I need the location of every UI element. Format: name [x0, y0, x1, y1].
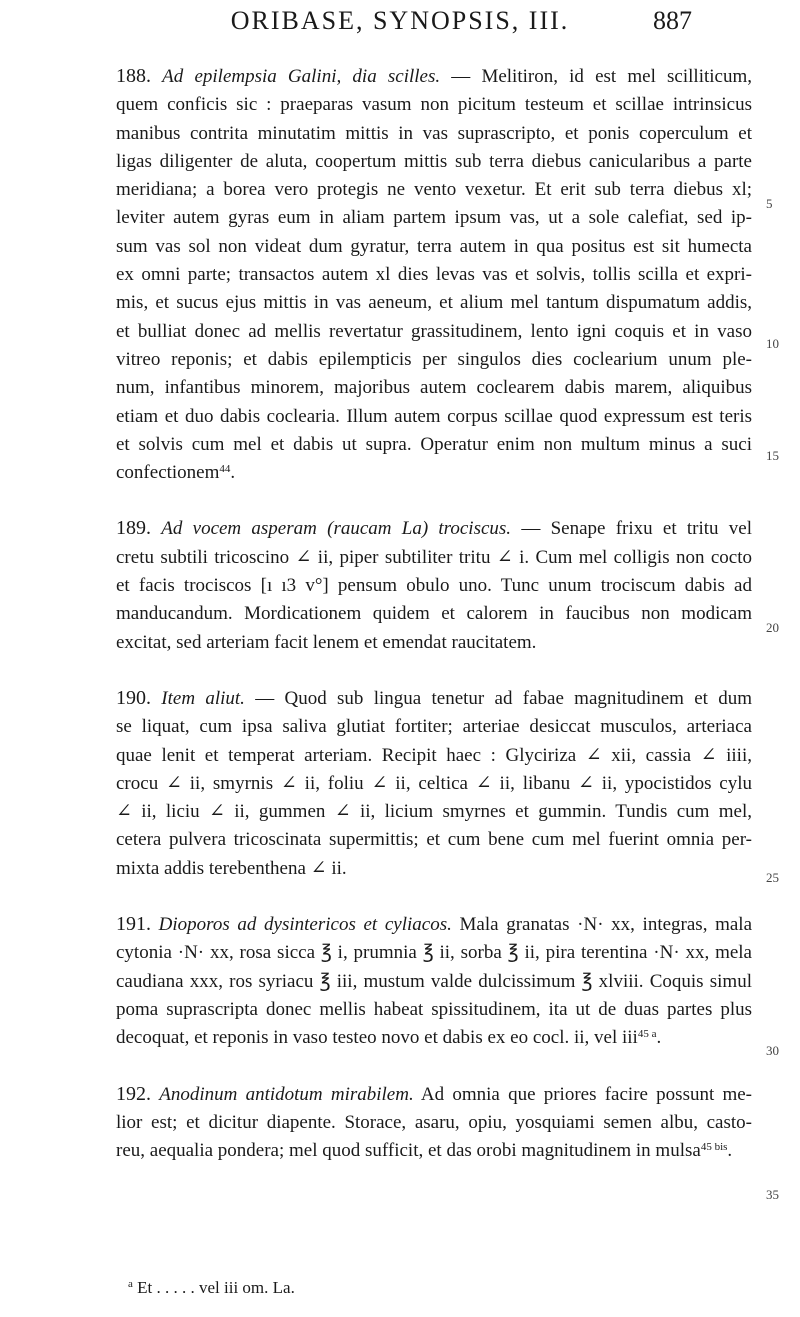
text-line: manibus contrita minutatim mittis in vas suprascripto, et ponis coperculum et [116, 122, 752, 144]
page-number: 887 [653, 6, 692, 35]
paragraph-number: 191. [116, 913, 151, 936]
footnote-ref: 45 a [637, 1028, 657, 1041]
footnote-text: Et . . . . . vel iii om. La. [137, 1278, 295, 1297]
text-line: sum vas sol non videat dum gyratur, terra autem in qua positus est sit humecta [116, 235, 752, 257]
text-line: confectionem [116, 462, 220, 484]
text-line: — Quod sub lingua tenetur ad fabae magnitudinem et dum [255, 687, 753, 709]
text-line: mis, et sucus ejus mittis in vas aeneum, et alium mel tantum dispumatum addis, [116, 292, 752, 314]
text-line: se liquat, cum ipsa saliva glutiat fortiter; arteriae desiccat musculos, arteriaca [116, 716, 752, 738]
paragraph-number: 190. [116, 686, 151, 709]
text-line: quae lenit et temperat arteriam. Recipit haec : Glyciriza ∠ xii, cassia ∠ iiii, [116, 744, 752, 766]
paragraph-189 [116, 514, 752, 656]
footnote [128, 1278, 295, 1298]
text-line: — Senape frixu et tritu vel [521, 518, 753, 540]
paragraph-title: Anodinum antidotum mirabilem. [159, 1083, 414, 1105]
paragraph-191: 191. Dioporos ad dysintericos et cyliacos. Mala granatas ·N· xx, integras, mala cytonia ·N· xx, rosa sicca ℥ i, prumnia ℥ ii, sorba ℥ ii, pira terentina ·N· xx, mela caudiana xxx, ros syriacu ℥ iii, mustum valde dulcissimum ℥ xlviii. Coquis simul poma suprascripta donec mellis habeat spissitudinem, ita ut de duas partes plus decoquat, et reponis in vaso testeo novo et dabis ex eo cocl. ii, vel iii$^{45 a}$. [116, 913, 753, 1049]
text-line: Ad omnia que priores facire possunt me- [420, 1083, 753, 1105]
text-line: ex omni parte; transactos autem xl dies levas vas et solvis, tollis scilla et expri- [116, 264, 752, 286]
footnote-ref: 44 [219, 463, 231, 476]
paragraph-title: Dioporos ad dysintericos et cyliacos. [158, 914, 452, 936]
text-line: et facis trociscos [ı ı3 v°] pensum obulo uno. Tunc unum trociscum dabis ad [116, 575, 752, 597]
text-line: cetera pulvera tricoscinata supermittis; et cum bene cum mel fuerint omnia per- [116, 829, 752, 851]
text-line: lior est; et dicitur diapente. Storace, asaru, opiu, yosquiami semen albu, casto- [116, 1111, 752, 1133]
text-line: poma suprascripta donec mellis habeat spissitudinem, ita ut de duas partes plus [116, 998, 752, 1020]
paragraph-192: 192. Anodinum antidotum mirabilem. Ad omnia que priores facire possunt me- lior est; et dicitur diapente. Storace, asaru, opiu, yosquiami semen albu, casto- reu, aequalia pondera; mel quod sufficit, et das orobi magnitudinem in mulsa$^{45 bis}$. [116, 1082, 753, 1162]
line-number: 20 [766, 620, 779, 635]
text-line: leviter autem gyras eum in aliam partem ipsum vas, ut a sole calefiat, sed ip- [116, 207, 752, 229]
text-line: et solvis cum mel et dabis ut supra. Operatur enim non multum minus a suci [116, 433, 752, 455]
paragraph-title: Ad vocem asperam (raucam La) trociscus. [161, 518, 512, 540]
text-line: crocu ∠ ii, smyrnis ∠ ii, foliu ∠ ii, celtica ∠ ii, libanu ∠ ii, ypocistidos cylu [116, 772, 752, 794]
text-line: decoquat, et reponis in vaso testeo novo et dabis ex eo cocl. ii, vel iii [116, 1027, 638, 1049]
paragraph-number: 188. [116, 65, 151, 87]
text-line: num, infantibus minorem, majoribus autem coclearem dabis marem, aliquibus [116, 377, 752, 399]
line-number: 30 [766, 1043, 779, 1058]
text-line: manducandum. Mordicationem quidem et calorem in faucibus non modicam [116, 603, 752, 625]
paragraph-number: 192. [116, 1082, 151, 1105]
line-number: 35 [766, 1187, 779, 1202]
footnote-marker: a [128, 1278, 133, 1290]
paragraph-190 [116, 684, 752, 883]
text-line: Mala granatas ·N· xx, integras, mala [459, 914, 753, 936]
line-number: 5 [766, 196, 773, 211]
text-line: excitat, sed arteriam facit lenem et emendat raucitatem. [116, 631, 537, 653]
paragraph-title: Item aliut. [161, 687, 245, 709]
text-line: — Melitiron, id est mel scilliticum, [451, 66, 752, 87]
text-line: mixta addis terebenthena ∠ ii. [116, 857, 347, 879]
line-number: 15 [766, 448, 779, 463]
line-number: 10 [766, 336, 779, 351]
text-line: cytonia ·N· xx, rosa sicca ℥ i, prumnia ℥ ii, sorba ℥ ii, pira terentina ·N· xx, mela [116, 942, 752, 964]
text-line: cretu subtili tricoscino ∠ ii, piper subtiliter tritu ∠ i. Cum mel colligis non cocto [116, 546, 752, 568]
line-number: 25 [766, 870, 779, 885]
text-line: meridiana; a borea vero protegis ne vento vexetur. Et erit sub terra diebus xl; [116, 179, 752, 201]
text-line: ligas diligenter de aluta, coopertum mittis sub terra diebus canicularibus a parte [116, 150, 752, 172]
paragraph-188: 188. Ad epilempsia Galini, dia scilles. — Melitiron, id est mel scilliticum, quem conficis sic : praeparas vasum non picitum testeum et scillae intrinsicus manibus contrita minutatim mittis in vas suprascripto, et ponis coperculum et ligas diligenter de aluta, coopertum mittis sub terra diebus canicularibus a parte meridiana; a borea vero protegis ne vento vexetur. Et erit sub terra diebus xl; leviter autem gyras eum in aliam partem ipsum vas, ut a sole calefiat, sed ip- sum vas sol non videat dum gyratur, terra autem in qua positus est sit humecta ex omni parte; transactos autem xl dies levas vas et solvis, tollis scilla et expri- mis, et sucus ejus mittis in vas aeneum, et alium mel tantum dispumatum addis, et bulliat donec ad mellis revertatur grassitudinem, lento igni coquis et in vaso vitreo reponis; et dabis epilempticis per singulos dies coclearium unum ple- num, infantibus minorem, majoribus autem coclearem dabis marem, aliquibus etiam et duo dabis coclearia. Illum autem corpus scillae quod expressum est teris et solvis cum mel et dabis ut supra. Operatur enim non multum minus a suci confectionem$^{44}$. [116, 65, 752, 484]
text-line: et bulliat donec ad mellis revertatur grassitudinem, lento igni coquis et in vaso [116, 320, 752, 342]
paragraph-number: 189. [116, 517, 151, 540]
text-line: vitreo reponis; et dabis epilempticis per singulos dies coclearium unum ple- [116, 348, 752, 370]
text-line: caudiana xxx, ros syriacu ℥ iii, mustum valde dulcissimum ℥ xlviii. Coquis simul [116, 970, 752, 992]
body-text [116, 62, 752, 1192]
footnote-ref: 45 bis [700, 1141, 728, 1154]
text-line: ∠ ii, liciu ∠ ii, gummen ∠ ii, licium smyrnes et gummin. Tundis cum mel, [116, 801, 752, 823]
paragraph-title: Ad epilempsia Galini, dia scilles. [162, 66, 441, 87]
text-line: quem conficis sic : praeparas vasum non picitum testeum et scillae intrinsicus [116, 94, 752, 116]
text-line: etiam et duo dabis coclearia. Illum autem corpus scillae quod expressum est teris [116, 405, 752, 427]
page-header [0, 6, 800, 56]
text-line: reu, aequalia pondera; mel quod sufficit, et das orobi magnitudinem in mulsa [116, 1140, 701, 1162]
running-head: ORIBASE, SYNOPSIS, III. [230, 6, 570, 35]
